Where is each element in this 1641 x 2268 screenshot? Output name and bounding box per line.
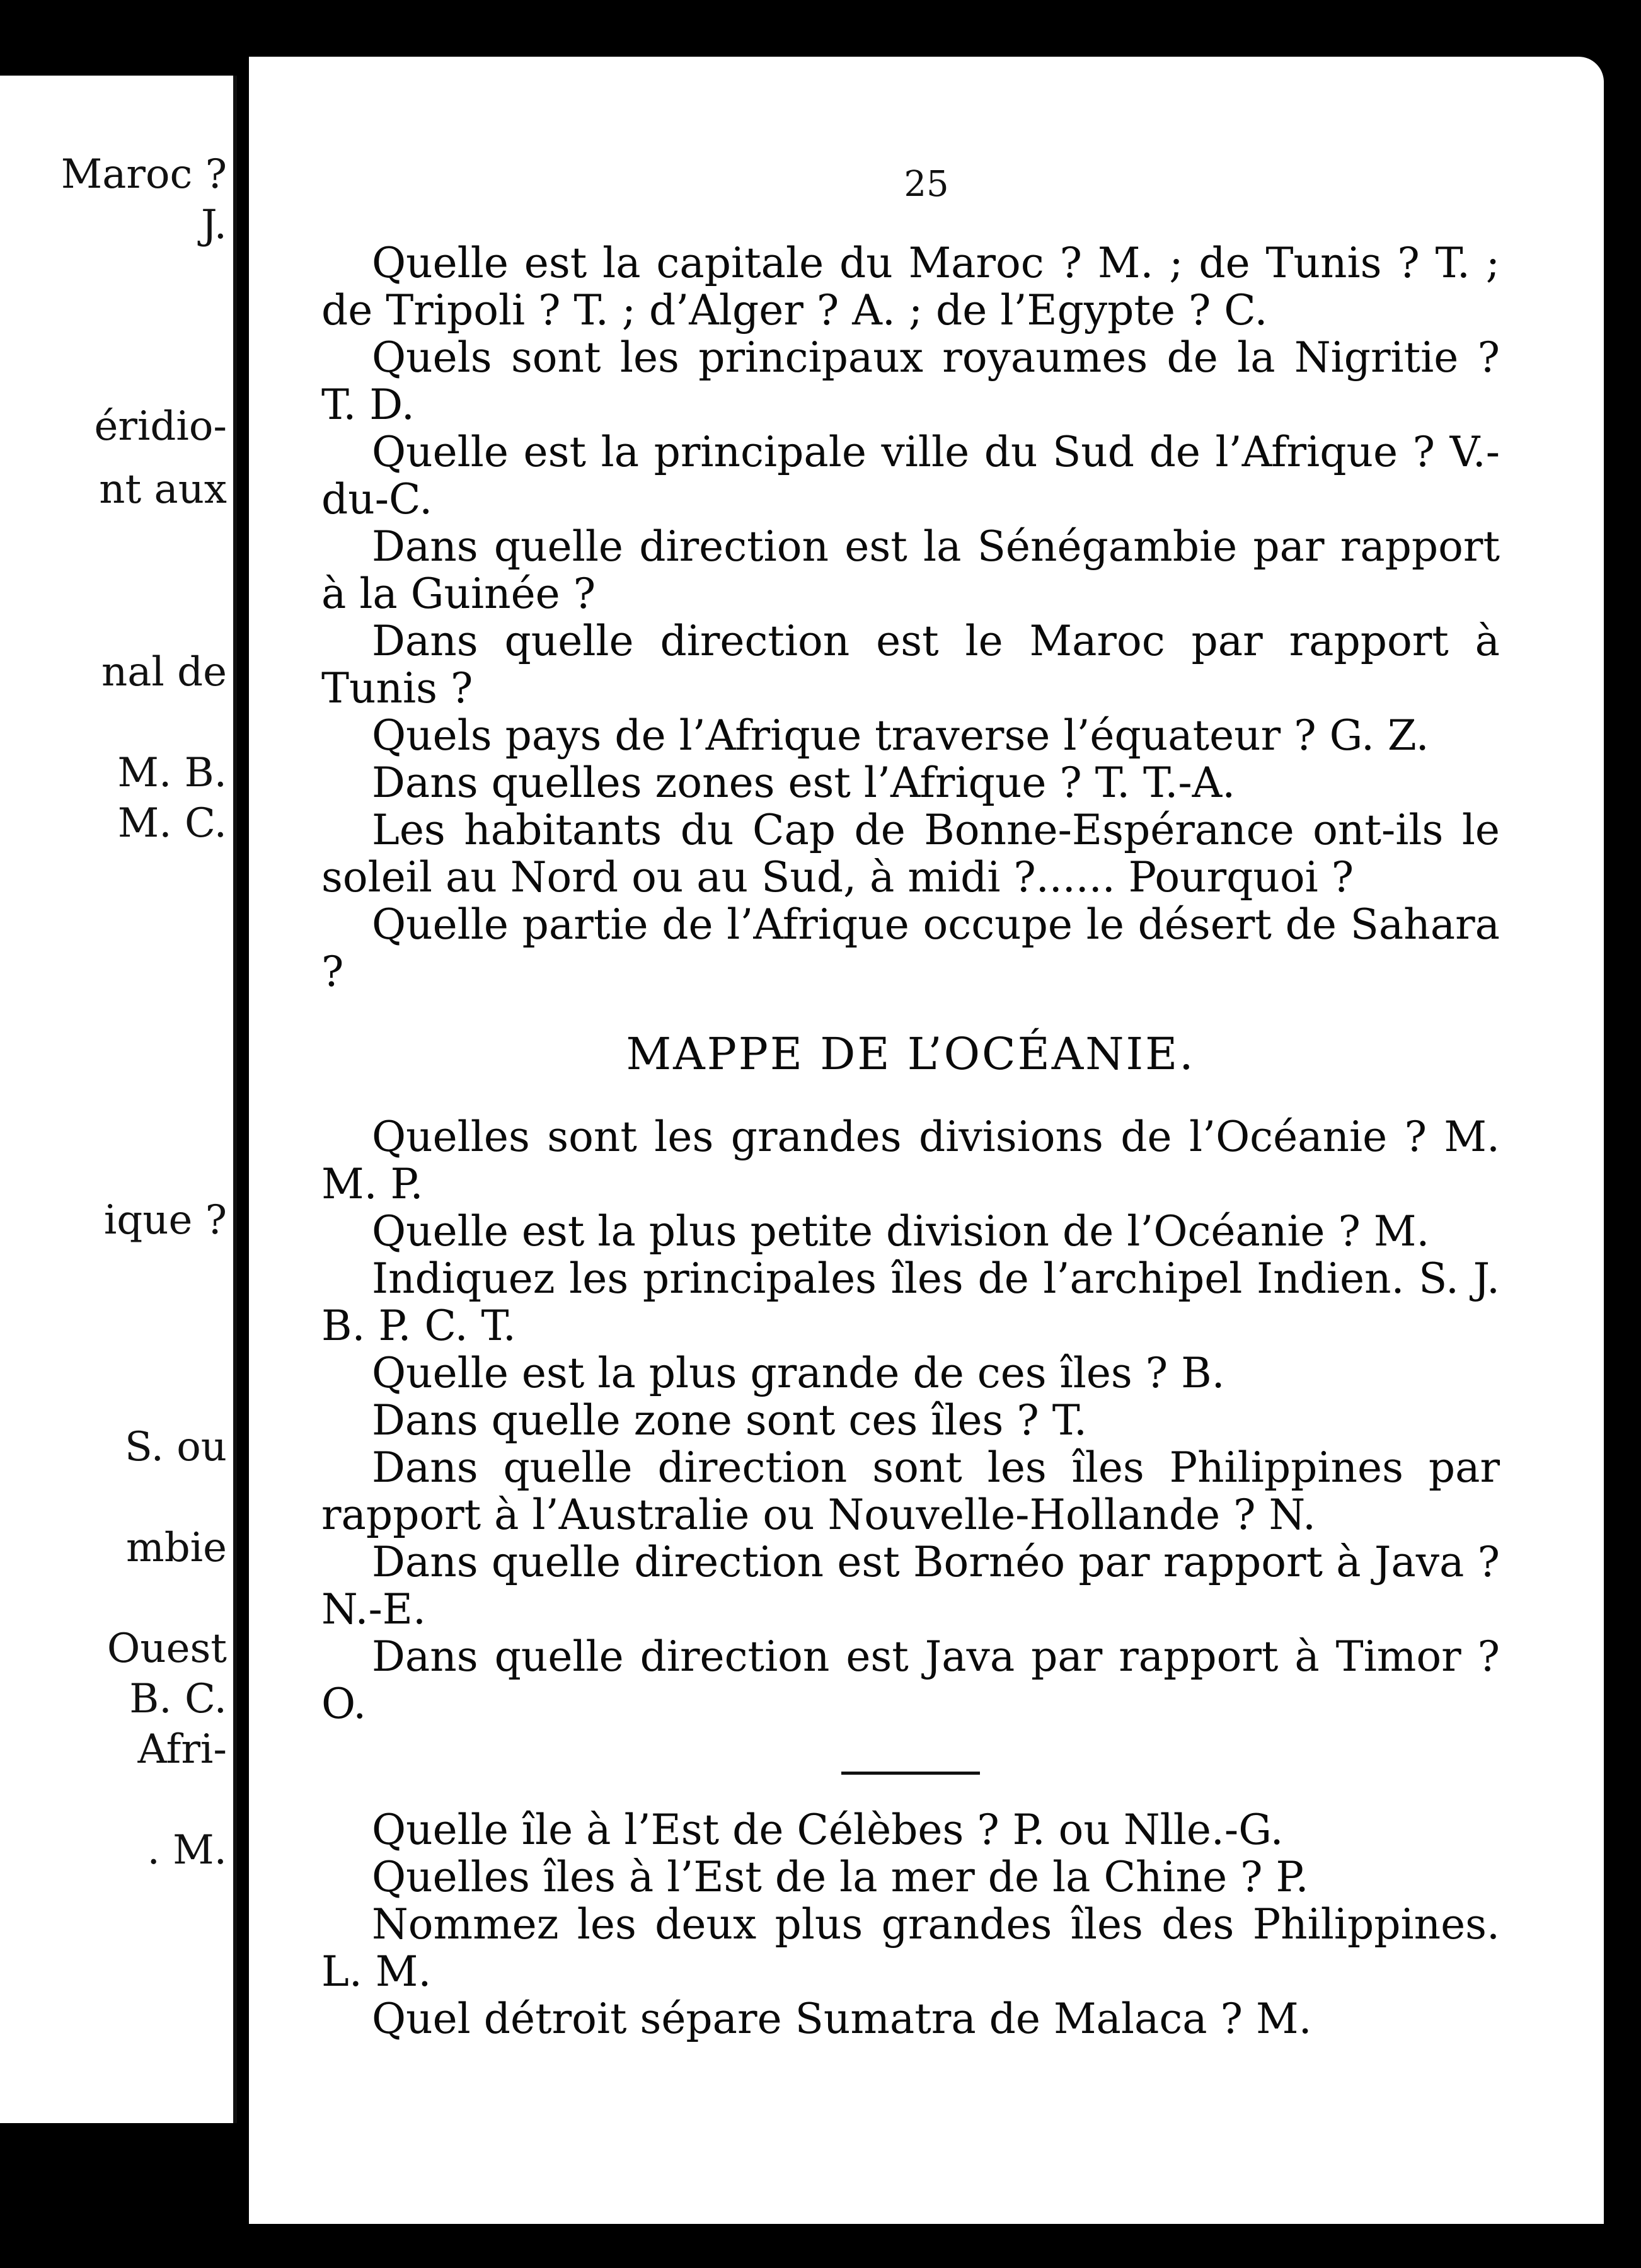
- question-line: Quelle partie de l’Afrique occupe le désert de Sahara ?: [321, 900, 1500, 996]
- oceania-questions: [321, 1113, 1500, 1727]
- previous-page-line: . M.: [147, 1827, 227, 1874]
- previous-page-line: Afri-: [137, 1726, 227, 1773]
- question-line: Dans quelle zone sont ces îles ? T.: [372, 1396, 1088, 1445]
- previous-page-text: [0, 76, 233, 2123]
- previous-page-line: S. ou: [125, 1424, 227, 1470]
- previous-page-line: nal de: [101, 649, 227, 696]
- page-content: [321, 239, 1500, 2042]
- question-line: Quels pays de l’Afrique traverse l’équateur ? G. Z.: [372, 711, 1429, 760]
- question-line: Nommez les deux plus grandes îles des Philippines. L. M.: [321, 1900, 1500, 1996]
- previous-page-line: ique ?: [103, 1197, 227, 1244]
- question-line: Dans quelle direction est Java par rapport à Timor ? O.: [321, 1632, 1500, 1728]
- section-divider: [841, 1772, 980, 1775]
- question-line: Dans quelles zones est l’Afrique ? T. T.-A.: [372, 759, 1236, 807]
- previous-page-edge: [0, 76, 237, 2123]
- section-heading: MAPPE DE L’OCÉANIE.: [626, 1028, 1195, 1080]
- question-line: Quelle est la capitale du Maroc ? M. ; de Tunis ? T. ; de Tripoli ? T. ; d’Alger ? A. ; de l’Egypte ? C.: [321, 239, 1500, 335]
- question-line: Dans quelle direction sont les îles Philippines par rapport à l’Australie ou Nouvelle-Hollande ? N.: [321, 1443, 1500, 1539]
- question-line: Quelles îles à l’Est de la mer de la Chine ? P.: [372, 1853, 1309, 1901]
- page-number: 25: [904, 164, 949, 205]
- question-line: Dans quelle direction est Bornéo par rapport à Java ? N.-E.: [321, 1538, 1500, 1634]
- question-line: Quelles sont les grandes divisions de l’Océanie ? M. M. P.: [321, 1113, 1500, 1208]
- previous-page-line: Maroc ?: [60, 151, 227, 198]
- oceania-extra-questions: [321, 1806, 1500, 2042]
- question-line: Quelle île à l’Est de Célèbes ? P. ou Nlle.-G.: [372, 1806, 1284, 1854]
- previous-page-line: J.: [200, 202, 227, 248]
- question-line: Quelle est la plus petite division de l’Océanie ? M.: [372, 1207, 1430, 1256]
- question-line: Quel détroit sépare Sumatra de Malaca ? M.: [372, 1995, 1312, 2043]
- question-line: Quelle est la principale ville du Sud de l’Afrique ? V.-du-C.: [321, 428, 1500, 524]
- africa-questions: [321, 239, 1500, 995]
- previous-page-line: M. C.: [117, 800, 227, 847]
- question-line: Quelle est la plus grande de ces îles ? B.: [372, 1349, 1225, 1397]
- previous-page-line: M. B.: [117, 750, 227, 796]
- previous-page-line: éridio-: [94, 403, 227, 450]
- question-line: Quels sont les principaux royaumes de la Nigritie ? T. D.: [321, 333, 1500, 429]
- previous-page-line: B. C.: [129, 1676, 227, 1722]
- question-line: Les habitants du Cap de Bonne-Espérance ont-ils le soleil au Nord ou au Sud, à midi ?...... Pourquoi ?: [321, 806, 1500, 902]
- question-line: Indiquez les principales îles de l’archipel Indien. S. J. B. P. C. T.: [321, 1254, 1500, 1350]
- previous-page-line: nt aux: [99, 466, 227, 513]
- book-page: [249, 57, 1604, 2224]
- previous-page-line: Ouest: [107, 1625, 227, 1672]
- question-line: Dans quelle direction est le Maroc par rapport à Tunis ?: [321, 617, 1500, 713]
- previous-page-line: mbie: [126, 1525, 227, 1571]
- question-line: Dans quelle direction est la Sénégambie par rapport à la Guinée ?: [321, 522, 1500, 618]
